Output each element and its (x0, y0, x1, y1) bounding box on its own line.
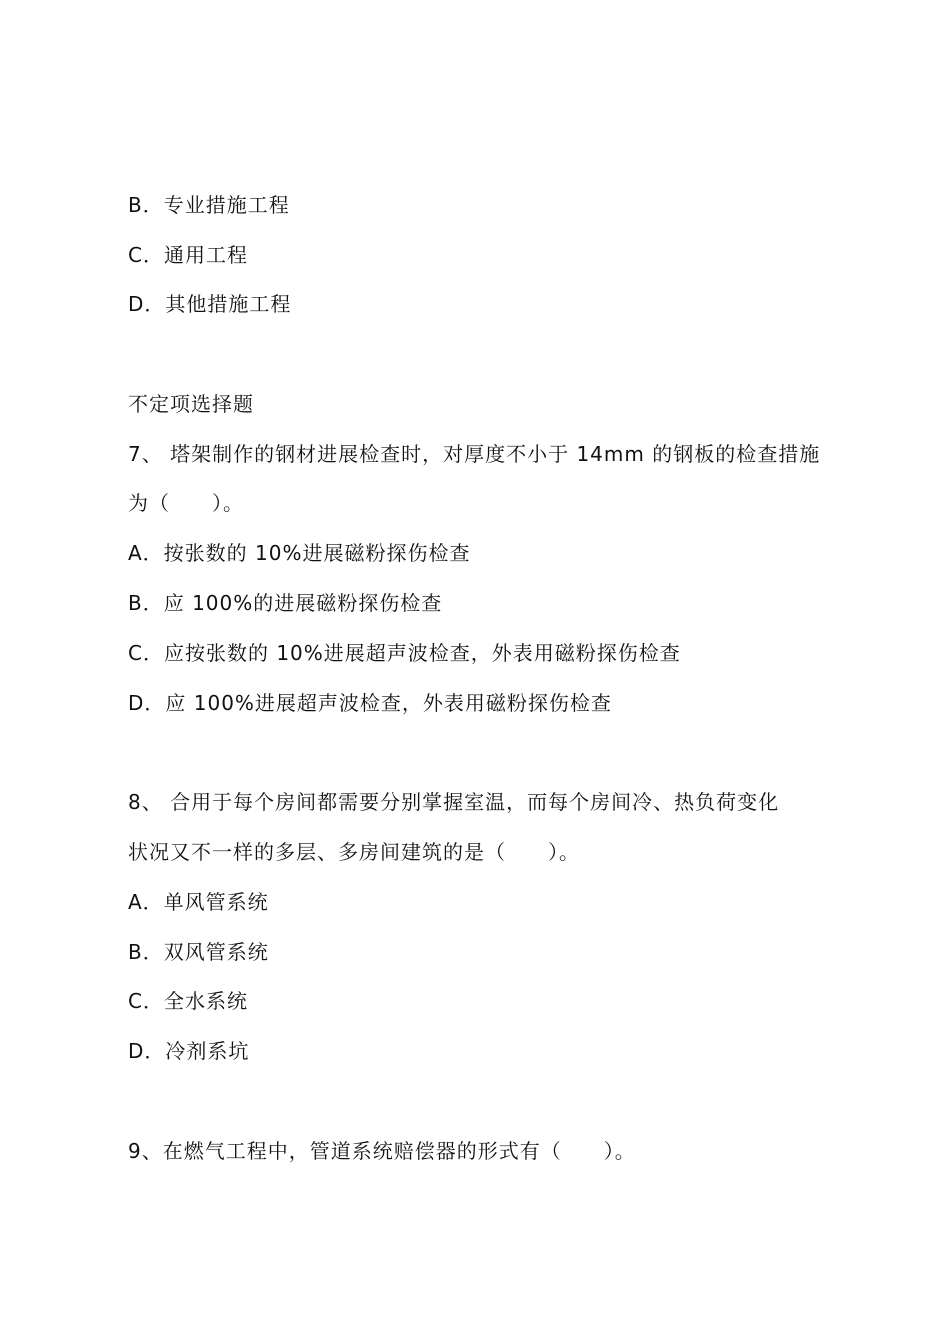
q8-option-b: B．双风管系统 (128, 940, 269, 964)
q7-option-b: B．应 100%的进展磁粉探伤检查 (128, 591, 443, 615)
q7-stem-line2: 为（ ）。 (128, 491, 244, 515)
q7-option-d: D．应 100%进展超声波检查，外表用磁粉探伤检查 (128, 691, 612, 715)
q8-option-a: A．单风管系统 (128, 890, 269, 914)
q8-option-c: C．全水系统 (128, 989, 248, 1013)
prev-option-d: D．其他措施工程 (128, 292, 292, 316)
prev-option-c: C．通用工程 (128, 243, 248, 267)
q7-option-a: A．按张数的 10%进展磁粉探伤检查 (128, 541, 471, 565)
q9-stem-line1: 9、在燃气工程中，管道系统赔偿器的形式有（ ）。 (128, 1139, 636, 1163)
section-title: 不定项选择题 (128, 392, 254, 416)
prev-option-b: B．专业措施工程 (128, 193, 290, 217)
q7-option-c: C．应按张数的 10%进展超声波检查，外表用磁粉探伤检查 (128, 641, 681, 665)
q8-stem-line1: 8、 合用于每个房间都需要分别掌握室温，而每个房间冷、热负荷变化 (128, 790, 780, 814)
q8-option-d: D．冷剂系坑 (128, 1039, 250, 1063)
q7-stem-line1: 7、 塔架制作的钢材进展检查时，对厚度不小于 14mm 的钢板的检查措施 (128, 442, 821, 466)
q8-stem-line2: 状况又不一样的多层、多房间建筑的是（ ）。 (128, 840, 580, 864)
